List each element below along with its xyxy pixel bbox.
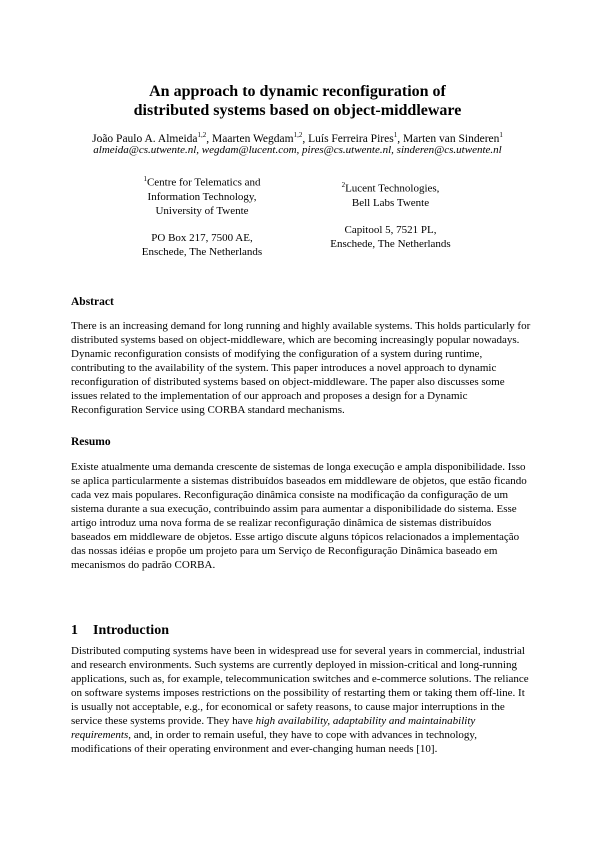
section-title: Introduction [93, 623, 169, 638]
author-affiliation-mark: 1,2 [197, 131, 207, 139]
section-number: 1 [71, 623, 78, 638]
author-emails: almeida@cs.utwente.nl, wegdam@lucent.com, pires@cs.utwente.nl, sinderen@cs.utwente.nl [93, 144, 502, 156]
abstract-text: There is an increasing demand for long running and highly available systems. This holds particularly for distributed systems based on object-middleware, which are becoming increasingly popular nowadays. Dynamic reconfiguration consists of modifying the configuration of a system during runtime, contributing to the availability of the system. This paper introduces a novel approach to dynamic reconfiguration of distributed systems based on object-middleware. The paper also discusses some issues related to the implementation of our approach and proposes a design for a Dynamic Reconfiguration Service using CORBA standard mechanisms. [71, 320, 531, 416]
title-line-1: An approach to dynamic reconfiguration of [149, 83, 446, 100]
affiliation-mark: 1 [143, 175, 147, 183]
title-line-2: distributed systems based on object-middleware [133, 102, 462, 119]
resumo-heading: Resumo [71, 436, 111, 448]
intro-text-part: Distributed computing systems have been in widespread use for several years in commercial, industrial and research environments. Such systems are currently deployed in mission-critical and long-running applications, such as, for example, telecommunication switches and e-commerce solutions. The reliance on software systems imposes restrictions on the possibility of restarting them or taking them off-line. It is usually not acceptable, e.g., for economical or safety reasons, to cause major interruptions in the service these systems provide. They have [71, 645, 529, 727]
author-affiliation-mark: 1 [499, 131, 503, 139]
abstract-heading: Abstract [71, 296, 114, 308]
paper-title [0, 82, 595, 120]
affiliation-line: University of Twente [155, 204, 249, 217]
intro-text-part: , and, in order to remain useful, they have to cope with advances in technology, modifications of their operating environment and ever-changing human needs [10]. [71, 729, 477, 755]
introduction-heading [71, 623, 169, 639]
author-name: João Paulo A. Almeida [92, 132, 198, 145]
intro-emphasis: high availability, adaptability and maintainability requirements [71, 715, 476, 741]
affiliation-line: Capitool 5, 7521 PL, [344, 223, 437, 236]
resumo-text: Existe atualmente uma demanda crescente de sistemas de longa execução e ampla disponibilidade. Isso se aplica particularmente a sistemas distribuídos baseados em middleware de objetos, que estão ficando cada vez mais populares. Reconfiguração dinâmica consiste na modificação da configuração de um sistema durante a sua execução, contribuindo assim para aumentar a disponibilidade do sistema. Esse artigo introduz uma nova forma de se realizar reconfiguração dinâmica de sistemas distribuídos baseados em middleware de objetos. Esse artigo discute alguns tópicos relacionados a implementação das nossas idéias e propõe um projeto para um Serviço de Reconfiguração Dinâmica baseado em mecanismos do padrão CORBA. [71, 461, 527, 571]
affiliation-line: Bell Labs Twente [351, 196, 430, 209]
affiliation-line: Enschede, The Netherlands [330, 237, 451, 250]
affiliation-mark: 2 [341, 181, 346, 189]
introduction-text [71, 644, 531, 756]
author-affiliation-mark: 1 [393, 131, 398, 139]
author-affiliation-mark: 1,2 [293, 131, 303, 139]
affiliation-line: Centre for Telematics and [146, 176, 261, 189]
author-name: Luís Ferreira Pires [308, 132, 394, 145]
affiliation-line: Information Technology, [147, 190, 257, 203]
affiliation-1 [128, 172, 276, 259]
author-name: Marten van Sinderen [402, 132, 500, 145]
affiliation-line: PO Box 217, 7500 AE, [151, 231, 253, 244]
author-name: Maarten Wegdam [212, 132, 294, 145]
author-list: João Paulo A. Almeida$^{1,2}$, Maarten Wegdam$^{1,2}$, Luís Ferreira Pires$^1$, Marten van Sinderen$^1$ [92, 131, 503, 145]
affiliation-2 [318, 178, 463, 251]
affiliation-line: Enschede, The Netherlands [141, 245, 263, 258]
affiliation-line: Lucent Technologies, [345, 182, 440, 195]
